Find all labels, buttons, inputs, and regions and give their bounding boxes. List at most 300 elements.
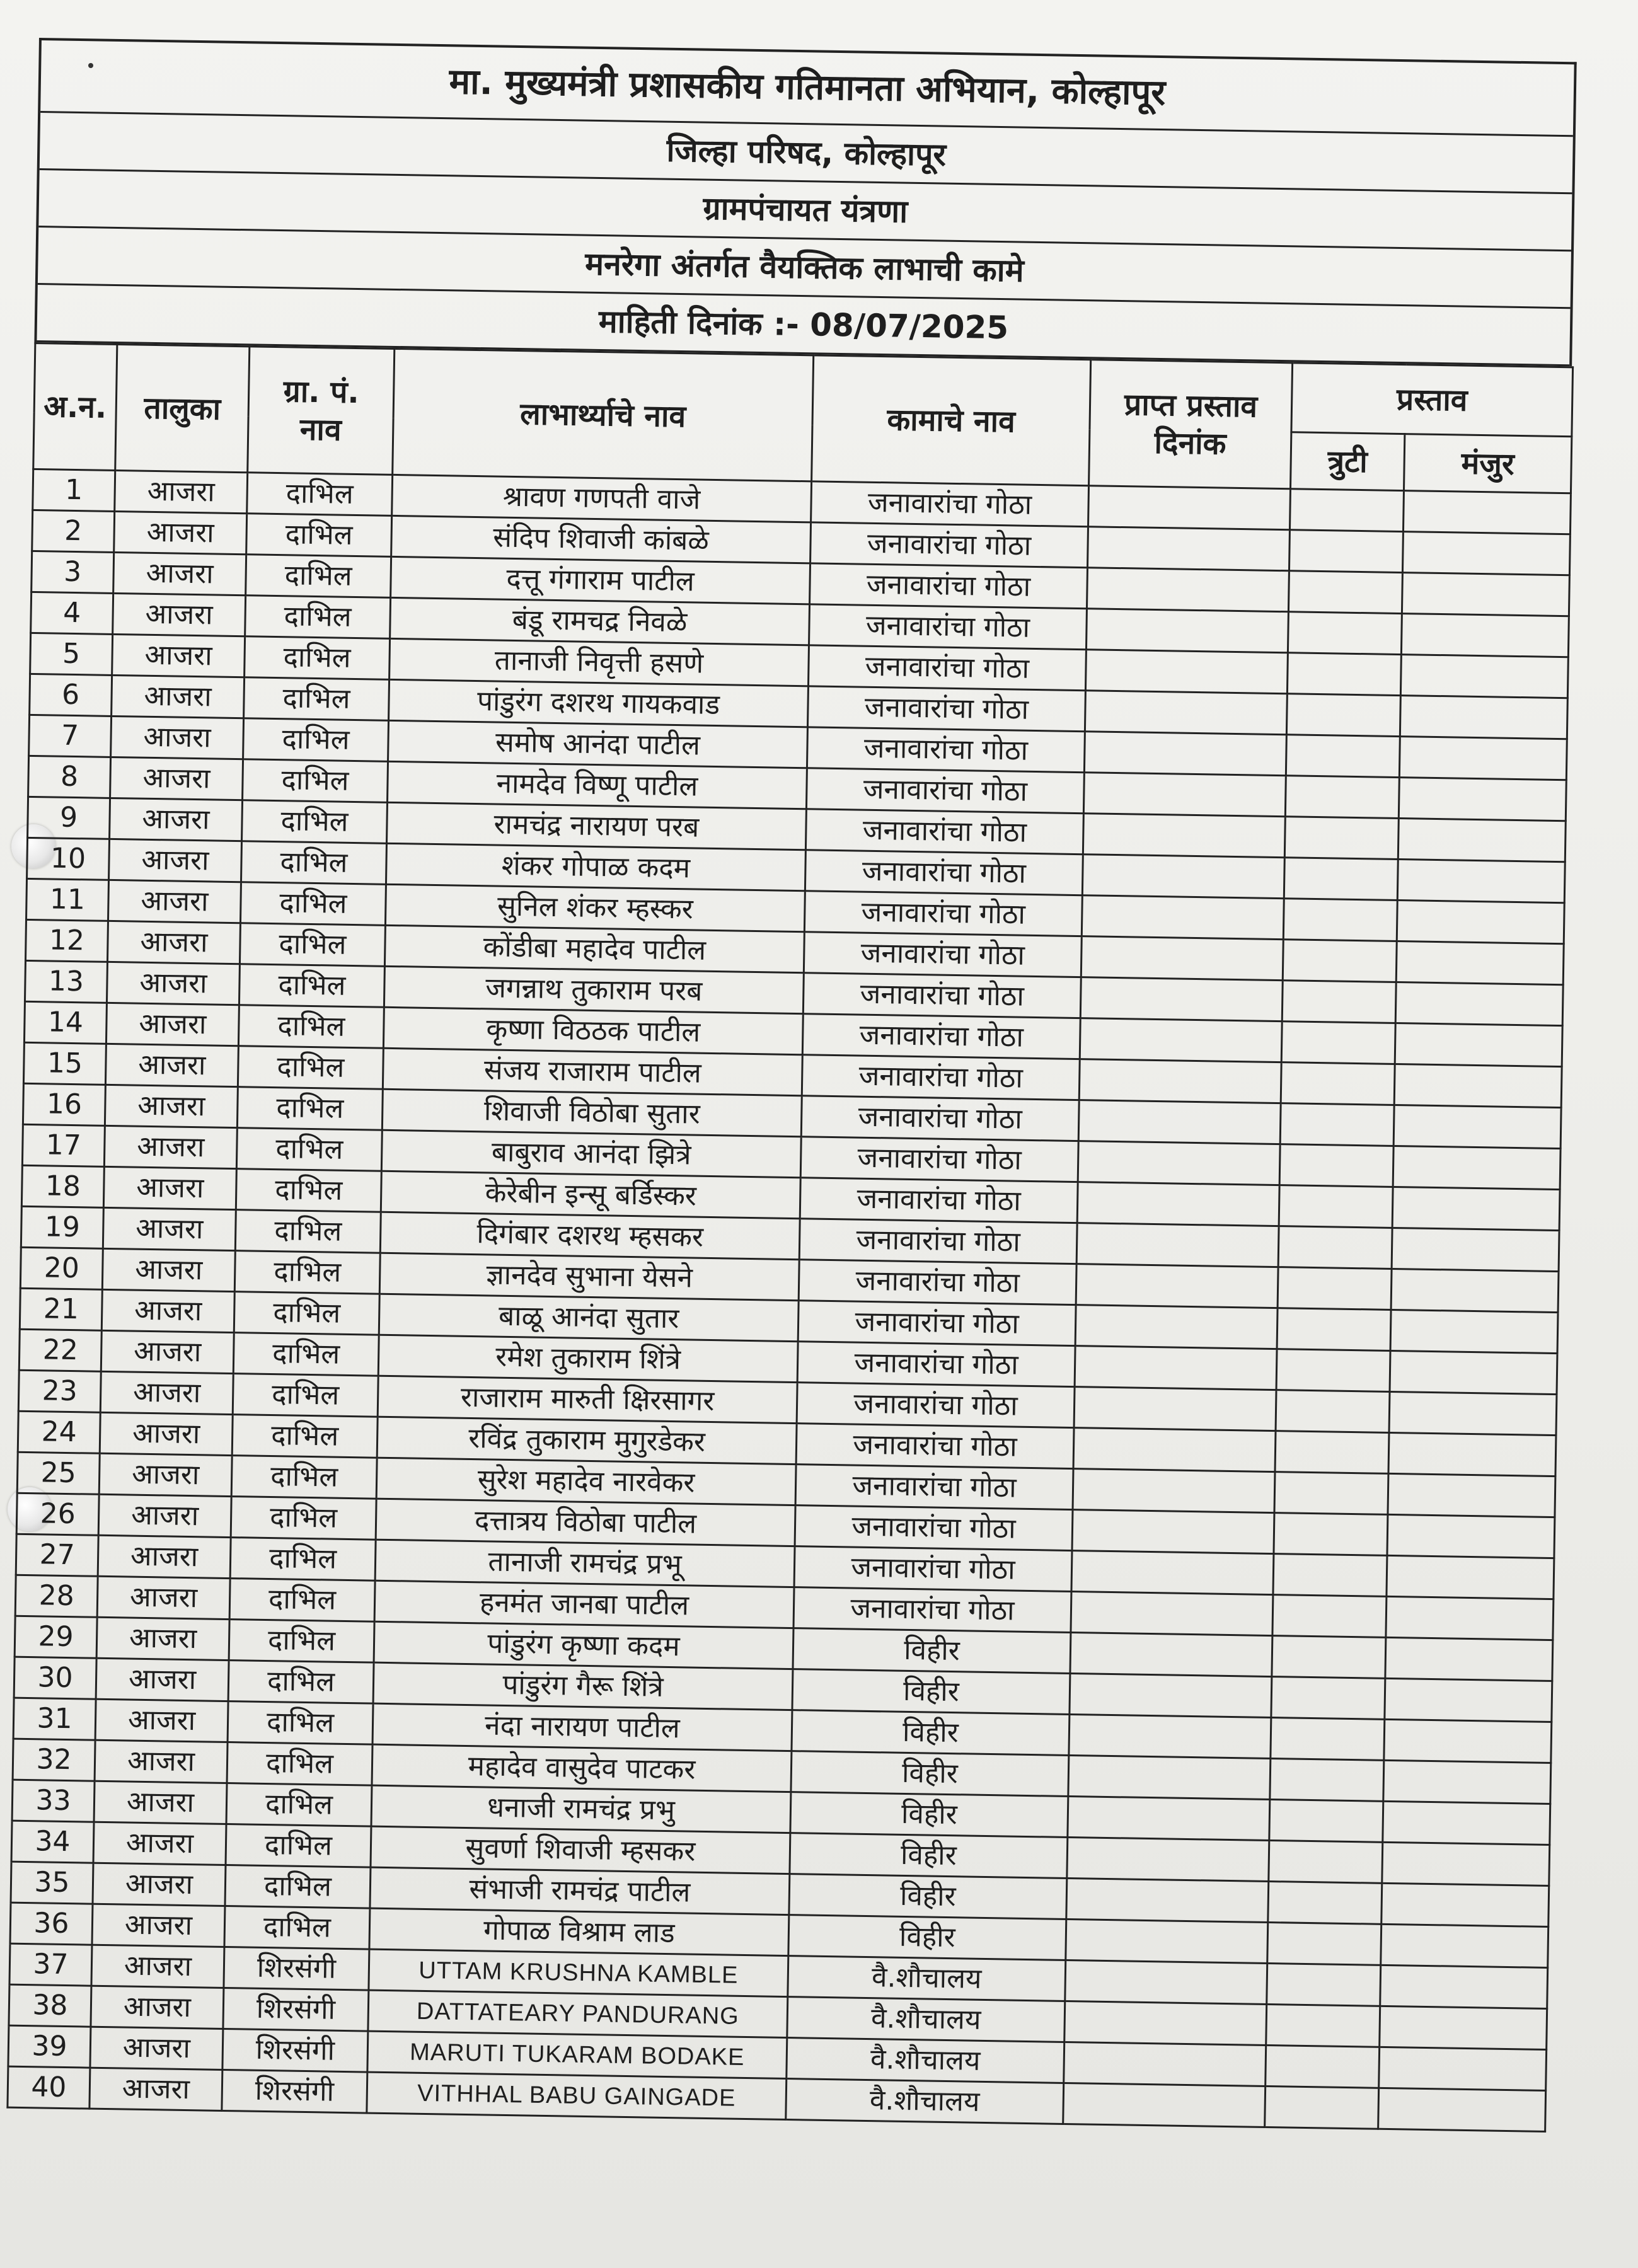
cell-beneficiary-name: तानाजी रामचंद्र प्रभू [375, 1540, 795, 1587]
cell-beneficiary-name: पांडुरंग गैरू शिंत्रे [373, 1662, 793, 1710]
cell-approved [1391, 1269, 1559, 1312]
cell-error [1276, 1390, 1390, 1433]
cell-received-date [1084, 732, 1286, 776]
cell-approved [1392, 1228, 1559, 1271]
cell-approved [1381, 1924, 1549, 1967]
cell-error [1285, 776, 1399, 819]
cell-received-date [1083, 814, 1285, 858]
cell-taluka: आजरा [103, 1207, 236, 1250]
cell-gp: दाभिल [226, 1783, 372, 1827]
cell-work-name: जनावारांचा गोठा [807, 727, 1085, 773]
cell-taluka: आजरा [90, 2027, 223, 2069]
cell-approved [1389, 1391, 1557, 1435]
cell-approved [1388, 1473, 1555, 1517]
cell-taluka: आजरा [107, 921, 240, 964]
cell-beneficiary-name: समोष आनंदा पाटील [388, 720, 808, 768]
cell-work-name: जनावारांचा गोठा [795, 1505, 1073, 1551]
cell-gp: दाभिल [242, 800, 388, 844]
cell-taluka: आजरा [94, 1781, 227, 1824]
cell-sr: 33 [12, 1780, 95, 1822]
cell-sr: 4 [31, 592, 113, 634]
cell-error [1272, 1595, 1387, 1638]
cell-work-name: जनावारांचा गोठा [809, 604, 1087, 650]
cell-received-date [1076, 1264, 1278, 1308]
cell-beneficiary-name: शिवाजी विठोबा सुतार [382, 1089, 802, 1136]
cell-work-name: विहीर [790, 1792, 1068, 1838]
cell-received-date [1083, 773, 1286, 817]
cell-work-name: वै.शौचालय [786, 2079, 1064, 2124]
cell-received-date [1064, 2001, 1267, 2045]
cell-gp: दाभिल [234, 1292, 379, 1335]
cell-gp: दाभिल [245, 596, 391, 639]
cell-beneficiary-name: VITHHAL BABU GAINGADE [367, 2072, 787, 2119]
cell-work-name: जनावारांचा गोठा [799, 1219, 1077, 1264]
cell-error [1283, 899, 1397, 941]
cell-approved [1383, 1801, 1550, 1845]
cell-received-date [1074, 1387, 1276, 1431]
cell-beneficiary-name: श्रावण गणपती वाजे [392, 475, 812, 522]
cell-approved [1393, 1105, 1561, 1148]
cell-taluka: आजरा [103, 1166, 236, 1209]
cell-beneficiary-name: नंदा नारायण पाटील [372, 1703, 792, 1751]
cell-received-date [1073, 1428, 1276, 1472]
cell-approved [1402, 573, 1569, 616]
cell-gp: दाभिल [229, 1620, 374, 1663]
col-header-received-line1: प्राप्त प्रस्ताव [1124, 386, 1258, 424]
cell-gp: दाभिल [240, 882, 386, 926]
cell-approved [1398, 819, 1566, 862]
header-title: मा. मुख्यमंत्री प्रशासकीय गतिमानता अभियान, कोल्हापूर [40, 40, 1574, 137]
cell-received-date [1077, 1182, 1279, 1226]
cell-approved [1400, 655, 1568, 698]
col-header-error: त्रुटी [1291, 432, 1405, 491]
cell-approved [1380, 1965, 1548, 2008]
cell-received-date [1078, 1141, 1280, 1185]
cell-beneficiary-name: रामचंद्र नारायण परब [386, 802, 806, 849]
cell-beneficiary-name: दिगंबार दशरथ म्हसकर [380, 1212, 800, 1259]
cell-sr: 17 [22, 1124, 105, 1166]
cell-work-name: जनावारांचा गोठा [810, 563, 1088, 609]
cell-error [1276, 1349, 1390, 1392]
cell-beneficiary-name: सुवर्णा शिवाजी म्हसकर [371, 1826, 790, 1874]
cell-beneficiary-name: केरेबीन इन्सू बर्डिस्कर [381, 1171, 800, 1218]
cell-received-date [1082, 855, 1284, 899]
cell-sr: 38 [9, 1984, 91, 2027]
cell-taluka: आजरा [95, 1699, 228, 1742]
cell-received-date [1078, 1100, 1281, 1144]
cell-beneficiary-name: पांडुरंग दशरथ गायकवाड [389, 679, 809, 727]
cell-sr: 35 [11, 1862, 93, 1904]
cell-taluka: आजरा [109, 839, 242, 882]
cell-work-name: जनावारांचा गोठा [796, 1424, 1074, 1469]
cell-received-date [1063, 2083, 1266, 2127]
cell-taluka: आजरा [114, 511, 247, 554]
cell-received-date [1085, 650, 1288, 694]
cell-taluka: आजरा [113, 593, 246, 636]
cell-taluka: आजरा [108, 880, 241, 923]
cell-received-date [1067, 1837, 1269, 1881]
cell-sr: 6 [30, 674, 112, 716]
cell-error [1270, 1759, 1384, 1802]
cell-error [1286, 735, 1400, 778]
cell-beneficiary-name: राजाराम मारुती क्षिरसागर [378, 1376, 797, 1423]
cell-gp: दाभिल [238, 1005, 384, 1049]
cell-received-date [1068, 1756, 1271, 1800]
cell-beneficiary-name: गोपाळ विश्राम लाड [369, 1908, 789, 1955]
cell-received-date [1071, 1592, 1273, 1636]
cell-taluka: आजरा [95, 1740, 228, 1783]
cell-received-date [1086, 609, 1288, 653]
cell-gp: दाभिल [231, 1497, 376, 1540]
cell-beneficiary-name: नामदेव विष्णू पाटील [388, 761, 807, 809]
cell-error [1272, 1636, 1386, 1679]
cell-received-date [1069, 1715, 1271, 1759]
cell-error [1275, 1431, 1389, 1474]
cell-approved [1394, 1064, 1562, 1107]
cell-received-date [1079, 1059, 1281, 1103]
cell-gp: दाभिल [233, 1333, 379, 1376]
cell-approved [1397, 860, 1565, 903]
cell-work-name: जनावारांचा गोठा [805, 809, 1083, 855]
cell-gp: दाभिल [229, 1579, 375, 1622]
cell-sr: 13 [25, 960, 107, 1003]
col-header-gp-line2: नाव [299, 412, 342, 448]
cell-received-date [1071, 1551, 1274, 1595]
cell-approved [1385, 1678, 1552, 1722]
cell-approved [1390, 1350, 1557, 1394]
cell-gp: दाभिल [239, 923, 385, 967]
cell-gp: दाभिल [243, 759, 388, 803]
cell-error [1282, 981, 1396, 1023]
cell-taluka: आजरा [112, 675, 245, 718]
cell-work-name: जनावारांचा गोठा [808, 645, 1086, 691]
cell-taluka: आजरा [104, 1125, 237, 1168]
col-header-gp-line1: ग्रा. पं. [283, 373, 360, 410]
cell-sr: 19 [21, 1206, 103, 1248]
cell-beneficiary-name: संभाजी रामचंद्र पाटील [370, 1867, 790, 1914]
cell-error [1288, 612, 1402, 655]
cell-gp: दाभिल [225, 1865, 371, 1909]
cell-beneficiary-name: सुरेश महादेव नारवेकर [376, 1458, 796, 1505]
cell-approved [1400, 696, 1567, 739]
cell-beneficiary-name: संजय राजाराम पाटील [383, 1048, 802, 1095]
cell-received-date [1081, 895, 1284, 940]
cell-approved [1396, 941, 1564, 985]
cell-beneficiary-name: रविंद्र तुकाराम मुगुरडेकर [377, 1417, 797, 1464]
cell-sr: 12 [25, 919, 108, 962]
cell-taluka: आजरा [110, 798, 243, 841]
cell-beneficiary-name: बंडू रामचद्र निवळे [390, 597, 810, 645]
col-header-gp [248, 347, 395, 475]
cell-gp: दाभिल [228, 1701, 373, 1745]
cell-work-name: विहीर [793, 1628, 1071, 1674]
cell-gp: दाभिल [236, 1169, 381, 1212]
cell-gp: दाभिल [246, 514, 392, 557]
cell-taluka: आजरा [91, 1986, 224, 2029]
cell-sr: 24 [18, 1411, 100, 1453]
cell-received-date [1070, 1633, 1272, 1677]
document-table [6, 38, 1576, 2133]
cell-beneficiary-name: दत्तू गंगाराम पाटील [391, 556, 810, 604]
cell-error [1289, 530, 1403, 573]
cell-taluka: आजरा [101, 1330, 234, 1373]
cell-gp: दाभिल [243, 718, 389, 762]
cell-sr: 29 [14, 1616, 97, 1658]
cell-error [1279, 1185, 1393, 1228]
cell-received-date [1066, 1878, 1269, 1922]
cell-work-name: जनावारांचा गोठा [811, 481, 1089, 527]
cell-beneficiary-name: हनमंत जानबा पाटील [374, 1580, 794, 1628]
cell-sr: 9 [28, 797, 110, 839]
cell-taluka: आजरा [101, 1289, 234, 1332]
cell-sr: 15 [23, 1042, 106, 1085]
col-header-taluka: तालुका [115, 345, 250, 473]
cell-sr: 2 [32, 510, 115, 552]
cell-approved [1402, 532, 1570, 575]
cell-taluka: आजरा [107, 962, 239, 1004]
cell-taluka: आजरा [112, 634, 245, 677]
cell-error [1268, 1882, 1382, 1925]
cell-error [1266, 2004, 1380, 2047]
cell-approved [1378, 2088, 1546, 2131]
cell-error [1274, 1472, 1388, 1515]
cell-beneficiary-name: ज्ञानदेव सुभाना येसने [379, 1253, 799, 1300]
cell-approved [1403, 491, 1571, 534]
cell-gp: दाभिल [236, 1128, 382, 1171]
cell-beneficiary-name: बाबुराव आनंदा झित्रे [381, 1130, 801, 1177]
cell-work-name: जनावारांचा गोठा [803, 973, 1081, 1018]
cell-sr: 25 [17, 1452, 100, 1494]
cell-gp: शिरसंगी [224, 1947, 369, 1990]
cell-gp: दाभिल [224, 1906, 370, 1949]
cell-gp: दाभिल [241, 841, 386, 885]
col-header-proposal: प्रस्ताव [1291, 363, 1573, 437]
cell-received-date [1073, 1469, 1275, 1513]
cell-gp: शिरसंगी [222, 2069, 367, 2113]
cell-received-date [1068, 1796, 1270, 1840]
cell-error [1267, 1922, 1381, 1965]
cell-approved [1387, 1555, 1554, 1599]
cell-received-date [1065, 1960, 1267, 2004]
cell-sr: 26 [16, 1493, 99, 1535]
cell-received-date [1080, 977, 1283, 1022]
cell-received-date [1088, 486, 1291, 530]
cell-sr: 21 [20, 1288, 102, 1330]
cell-approved [1395, 982, 1563, 1026]
cell-taluka: आजरा [93, 1822, 226, 1865]
cell-approved [1399, 778, 1566, 821]
cell-sr: 39 [8, 2025, 91, 2068]
cell-approved [1383, 1760, 1551, 1804]
cell-work-name: विहीर [792, 1669, 1070, 1715]
cell-sr: 7 [29, 715, 112, 757]
cell-work-name: जनावारांचा गोठा [801, 1096, 1079, 1141]
cell-approved [1393, 1146, 1560, 1189]
cell-gp: दाभिल [226, 1824, 371, 1868]
cell-taluka: आजरा [93, 1863, 226, 1906]
col-header-work: कामाचे नाव [812, 355, 1091, 486]
cell-work-name: जनावारांचा गोठा [806, 768, 1084, 814]
cell-gp: दाभिल [232, 1415, 378, 1458]
cell-work-name: जनावारांचा गोठा [804, 932, 1081, 977]
cell-taluka: आजरा [96, 1658, 229, 1701]
cell-error [1269, 1800, 1383, 1843]
cell-sr: 32 [13, 1739, 95, 1781]
cell-work-name: वै.शौचालय [787, 1997, 1065, 2042]
cell-taluka: आजरा [113, 552, 246, 595]
cell-taluka: आजरा [91, 1945, 224, 1988]
col-header-approved: मंजुर [1404, 434, 1571, 493]
cell-work-name: वै.शौचालय [788, 1956, 1066, 2001]
cell-error [1286, 694, 1400, 737]
cell-sr: 27 [16, 1534, 98, 1576]
cell-approved [1392, 1187, 1560, 1230]
cell-work-name: विहीर [789, 1874, 1067, 1920]
cell-beneficiary-name: जगन्नाथ तुकाराम परब [384, 966, 804, 1013]
cell-gp: दाभिल [244, 677, 389, 721]
cell-error [1281, 1022, 1395, 1064]
cell-received-date [1087, 568, 1289, 612]
cell-sr: 40 [8, 2066, 90, 2109]
cell-work-name: विहीर [788, 1915, 1066, 1960]
cell-received-date [1087, 527, 1289, 571]
cell-received-date [1075, 1305, 1278, 1349]
cell-taluka: आजरा [92, 1904, 225, 1947]
cell-received-date [1064, 2042, 1266, 2086]
cell-work-name: वै.शौचालय [787, 2038, 1064, 2083]
cell-error [1265, 2086, 1379, 2129]
cell-work-name: जनावारांचा गोठा [794, 1546, 1072, 1592]
cell-error [1271, 1718, 1385, 1761]
cell-gp: दाभिल [235, 1210, 381, 1253]
cell-sr: 8 [28, 756, 111, 798]
cell-received-date [1085, 691, 1287, 735]
cell-work-name: विहीर [792, 1710, 1070, 1756]
cell-error [1273, 1554, 1387, 1597]
cell-received-date [1081, 936, 1283, 981]
cell-sr: 1 [33, 469, 115, 511]
cell-error [1269, 1841, 1383, 1884]
cell-work-name: जनावारांचा गोठा [804, 891, 1082, 936]
cell-error [1283, 940, 1397, 982]
cell-gp: दाभिल [239, 964, 384, 1008]
cell-taluka: आजरा [100, 1371, 233, 1414]
cell-gp: दाभिल [228, 1661, 374, 1704]
cell-beneficiary-name: धनाजी रामचंद्र प्रभु [371, 1785, 791, 1833]
cell-error [1278, 1267, 1392, 1310]
cell-beneficiary-name: संदिप शिवाजी कांबळे [391, 515, 811, 563]
cell-approved [1384, 1719, 1552, 1763]
cell-beneficiary-name: तानाजी निवृत्ती हसणे [389, 638, 809, 686]
cell-beneficiary-name: MARUTI TUKARAM BODAKE [367, 2031, 787, 2078]
cell-approved [1397, 901, 1564, 944]
cell-beneficiary-name: बाळू आनंदा सुतार [379, 1294, 799, 1341]
cell-gp: दाभिल [234, 1251, 380, 1294]
cell-gp: दाभिल [230, 1538, 376, 1581]
cell-sr: 10 [27, 838, 110, 880]
cell-taluka: आजरा [115, 470, 248, 513]
col-header-received [1089, 360, 1293, 489]
beneficiary-table [6, 342, 1574, 2133]
cell-taluka: आजरा [89, 2068, 222, 2110]
cell-gp: दाभिल [233, 1374, 378, 1417]
cell-taluka: आजरा [99, 1453, 232, 1496]
cell-sr: 31 [13, 1698, 96, 1740]
cell-sr: 14 [24, 1001, 107, 1044]
cell-sr: 36 [10, 1902, 93, 1945]
cell-received-date [1070, 1674, 1272, 1718]
cell-sr: 22 [19, 1329, 101, 1371]
cell-work-name: जनावारांचा गोठा [800, 1178, 1078, 1223]
cell-sr: 20 [20, 1247, 103, 1289]
cell-sr: 16 [23, 1083, 105, 1125]
cell-gp: दाभिल [237, 1087, 383, 1131]
cell-work-name: जनावारांचा गोठा [798, 1301, 1076, 1346]
cell-work-name: विहीर [791, 1751, 1069, 1797]
header-zilla-parishad: जिल्हा परिषद, कोल्हापूर [40, 113, 1573, 194]
cell-beneficiary-name: कोंडीबा महादेव पाटील [384, 925, 804, 972]
cell-approved [1395, 1023, 1562, 1066]
cell-approved [1386, 1596, 1554, 1640]
cell-taluka: आजरा [111, 716, 244, 759]
header-subject: मनरेगा अंतर्गत वैयक्तिक लाभाची कामे [38, 227, 1571, 309]
header-department: ग्रामपंचायत यंत्रणा [38, 170, 1572, 251]
cell-work-name: जनावारांचा गोठा [799, 1260, 1076, 1305]
cell-approved [1387, 1514, 1555, 1558]
cell-approved [1382, 1842, 1550, 1885]
cell-gp: शिरसंगी [223, 1988, 369, 2031]
cell-sr: 37 [9, 1943, 92, 1986]
cell-approved [1399, 737, 1567, 780]
cell-received-date [1066, 1919, 1268, 1963]
cell-work-name: जनावारांचा गोठा [810, 522, 1088, 568]
col-header-received-line2: दिनांक [1154, 425, 1226, 462]
cell-gp: दाभिल [238, 1046, 383, 1090]
col-header-beneficiary: लाभार्थ्याचे नाव [393, 348, 814, 481]
cell-work-name: जनावारांचा गोठा [807, 686, 1085, 732]
cell-work-name: जनावारांचा गोठा [793, 1587, 1071, 1633]
cell-beneficiary-name: महादेव वासुदेव पाटकर [372, 1744, 792, 1792]
cell-gp: दाभिल [231, 1456, 377, 1499]
col-header-sr: अ.न. [33, 343, 117, 470]
cell-error [1284, 817, 1399, 860]
cell-sr: 34 [11, 1821, 94, 1863]
table-body [8, 469, 1571, 2131]
cell-received-date [1075, 1346, 1277, 1390]
cell-beneficiary-name: दत्तात्रय विठोबा पाटील [376, 1499, 795, 1546]
cell-error [1278, 1226, 1392, 1269]
cell-beneficiary-name: पांडुरंग कृष्णा कदम [374, 1621, 793, 1669]
cell-gp: शिरसंगी [222, 2029, 368, 2072]
cell-beneficiary-name: शंकर गोपाळ कदम [386, 843, 805, 890]
cell-approved [1401, 614, 1569, 657]
cell-sr: 11 [26, 878, 109, 921]
header-date: माहिती दिनांक :- 08/07/2025 [37, 285, 1570, 366]
cell-taluka: आजरा [110, 757, 243, 800]
cell-error [1267, 1963, 1381, 2006]
cell-taluka: आजरा [106, 1003, 239, 1045]
cell-error [1279, 1144, 1393, 1187]
cell-approved [1385, 1637, 1553, 1681]
cell-error [1284, 858, 1398, 901]
cell-error [1271, 1677, 1385, 1720]
cell-taluka: आजरा [98, 1535, 231, 1578]
cell-sr: 18 [21, 1165, 104, 1207]
cell-approved [1379, 2047, 1547, 2090]
cell-gp: दाभिल [247, 473, 393, 516]
cell-taluka: आजरा [105, 1085, 238, 1127]
cell-beneficiary-name: सुनिल शंकर म्हस्कर [385, 884, 805, 931]
